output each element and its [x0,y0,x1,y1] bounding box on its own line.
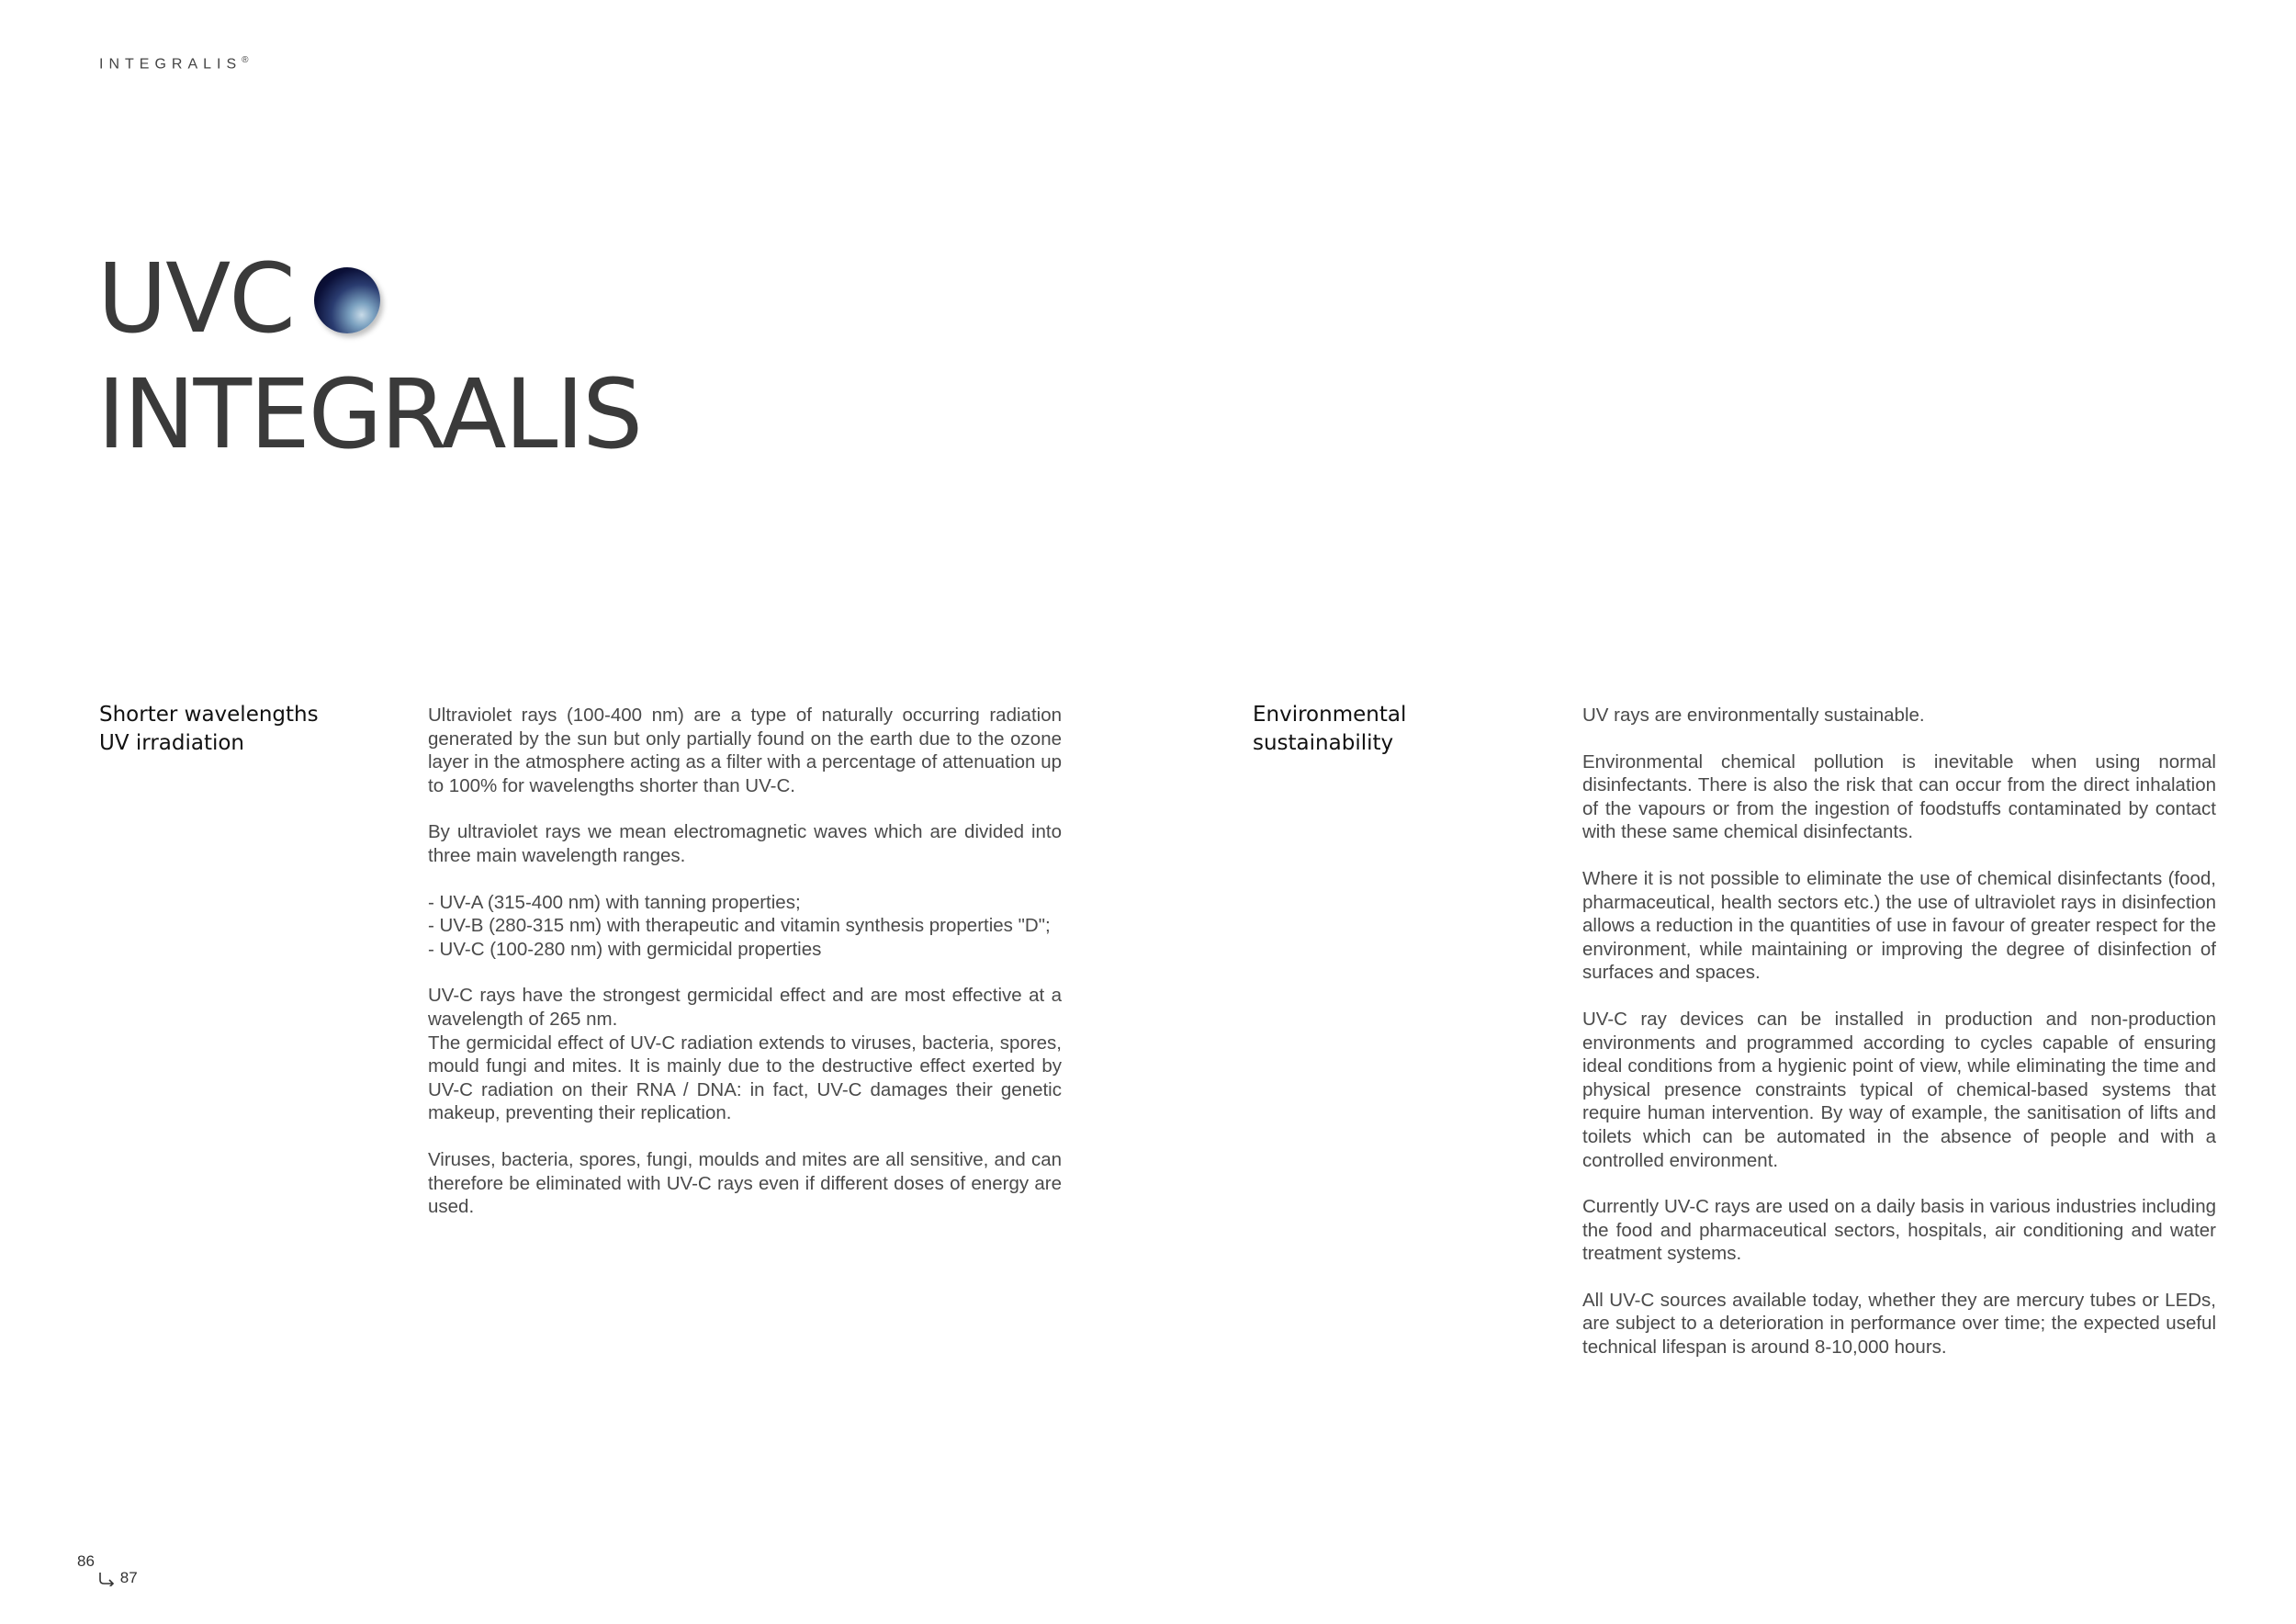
paragraph: Currently UV-C rays are used on a daily basis in various industries including the food and pharmaceutical sectors, hospitals, air conditioning and water treatment systems. [1582,1196,2216,1265]
heading-line: Environmental [1253,703,1407,727]
paragraph: By ultraviolet rays we mean electromagnetic waves which are divided into three main wavelength ranges. [428,821,1062,866]
brand-name: INTEGRALIS [99,56,242,73]
paragraph: UV rays are environmentally sustainable. [1582,705,1925,726]
title-line-1 [97,241,641,356]
list-item: - UV-C (100-280 nm) with germicidal properties [428,938,822,960]
heading-line: Shorter wavelengths [99,703,319,727]
paragraph: Where it is not possible to eliminate the use of chemical disinfectants (food, pharmaceutical, health sectors etc.) the use of ultraviolet rays in disinfection allows a reduction in the quantities of use in favour of greater respect for the environment, while maintaining or improving the degree of disinfection of surfaces and spaces. [1582,867,2216,984]
hook-arrow-right-icon [97,1569,116,1586]
section-heading-wavelengths [99,701,319,758]
page-title [97,241,641,472]
uv-range-list [428,891,1062,962]
paragraph: Environmental chemical pollution is inevitable when using normal disinfectants. There is also the risk that can occur from the direct inhalation of the vapours or from the ingestion of foodstuffs contaminated by contact with these same chemical disinfectants. [1582,750,2216,843]
paragraph: The germicidal effect of UV-C radiation extends to viruses, bacteria, spores, mould fungi and mites. It is mainly due to the destructive effect exerted by UV-C radiation on their RNA / DNA: in fact, UV-C damages their genetic makeup, preventing their replication. [428,1032,1062,1124]
heading-line: sustainability [1253,731,1394,755]
title-uvc: UVC [97,242,294,355]
text-column-left [428,704,1062,1242]
page-numbers [77,1552,138,1586]
list-item: - UV-B (280-315 nm) with therapeutic and vitamin synthesis properties "D"; [428,915,1051,937]
paragraph: Viruses, bacteria, spores, fungi, moulds and mites are all sensitive, and can therefore be eliminated with UV-C rays even if different doses of energy are used. [428,1148,1062,1218]
section-heading-sustainability [1253,701,1406,758]
orb-icon [314,267,380,333]
next-page [97,1569,138,1587]
text-column-right [1582,704,2216,1382]
heading-line: UV irradiation [99,731,245,755]
title-line-2: INTEGRALIS [97,358,642,470]
paragraph: UV-C rays have the strongest germicidal effect and are most effective at a wavelength of 265 nm. [428,985,1062,1030]
paragraph: UV-C ray devices can be installed in production and non-production environments and programmed according to cycles capable of ensuring ideal conditions from a hygienic point of view, while eliminating the time and physical presence constraints typical of chemical-based systems that require human intervention. By way of example, the sanitisation of lifts and toilets which can be automated in the absence of people and with a controlled environment. [1582,1008,2216,1171]
registered-mark: ® [242,55,249,65]
paragraph: Ultraviolet rays (100-400 nm) are a type of naturally occurring radiation generated by the sun but only partially found on the earth due to the ozone layer in the atmosphere acting as a filter with a percentage of attenuation up to 100% for wavelengths shorter than UV-C. [428,705,1062,796]
brand-label [99,55,249,73]
list-item: - UV-A (315-400 nm) with tanning properties; [428,891,801,913]
page-number-right: 87 [119,1569,138,1586]
page-number-left: 86 [77,1552,95,1570]
paragraph: All UV-C sources available today, whether they are mercury tubes or LEDs, are subject to a deterioration in performance over time; the expected useful technical lifespan is around 8-10,000 hours. [1582,1289,2216,1359]
